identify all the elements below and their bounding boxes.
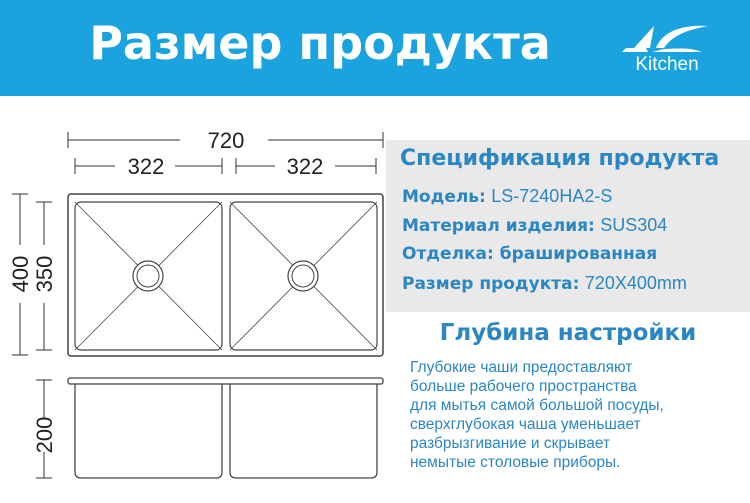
- kitchen-logo: [612, 18, 722, 80]
- spec-finish-row: [402, 244, 657, 264]
- spec-size-row: [402, 273, 687, 294]
- sink-drawing: [0, 96, 392, 503]
- spec-title: Спецификация продукта: [400, 146, 720, 171]
- depth-line: немытые столовые приборы.: [410, 454, 621, 471]
- dim-width-total: 720: [207, 128, 245, 153]
- depth-line: сверхглубокая чаша уменьшает: [410, 416, 641, 433]
- dim-height-outer: 400: [8, 255, 33, 293]
- depth-title: Глубина настройки: [439, 320, 697, 346]
- dim-width-right: 322: [286, 154, 324, 179]
- spec-size-label: Размер продукта:: [402, 274, 580, 294]
- dim-width-left: 322: [127, 154, 165, 179]
- dim-depth: 200: [32, 416, 57, 454]
- logo-text: Kitchen: [635, 54, 699, 75]
- depth-line: больше рабочего пространства: [410, 378, 637, 395]
- depth-description: [410, 358, 740, 472]
- plan-view: [68, 194, 383, 356]
- spec-material-value: SUS304: [600, 215, 668, 235]
- page-title: Размер продукта: [89, 16, 551, 70]
- header-banner: [0, 0, 750, 96]
- side-view: [68, 378, 383, 478]
- kitchen-logo-icon: [612, 18, 722, 58]
- spec-finish-label: Отделка: брашированная: [402, 244, 658, 264]
- depth-line: Глубокие чаши предоставляют: [410, 359, 633, 376]
- spec-model-value: LS-7240HA2-S: [491, 186, 613, 206]
- depth-line: разбрызгивание и скрывает: [410, 435, 611, 452]
- spec-material-row: [402, 215, 667, 236]
- spec-model-label: Модель:: [402, 187, 486, 207]
- spec-size-value: 720X400mm: [584, 273, 687, 293]
- dim-height-inner: 350: [32, 255, 57, 293]
- spec-material-label: Материал изделия:: [402, 216, 595, 236]
- depth-line: для мытья самой большой посуды,: [410, 397, 664, 414]
- spec-model-row: [402, 186, 612, 207]
